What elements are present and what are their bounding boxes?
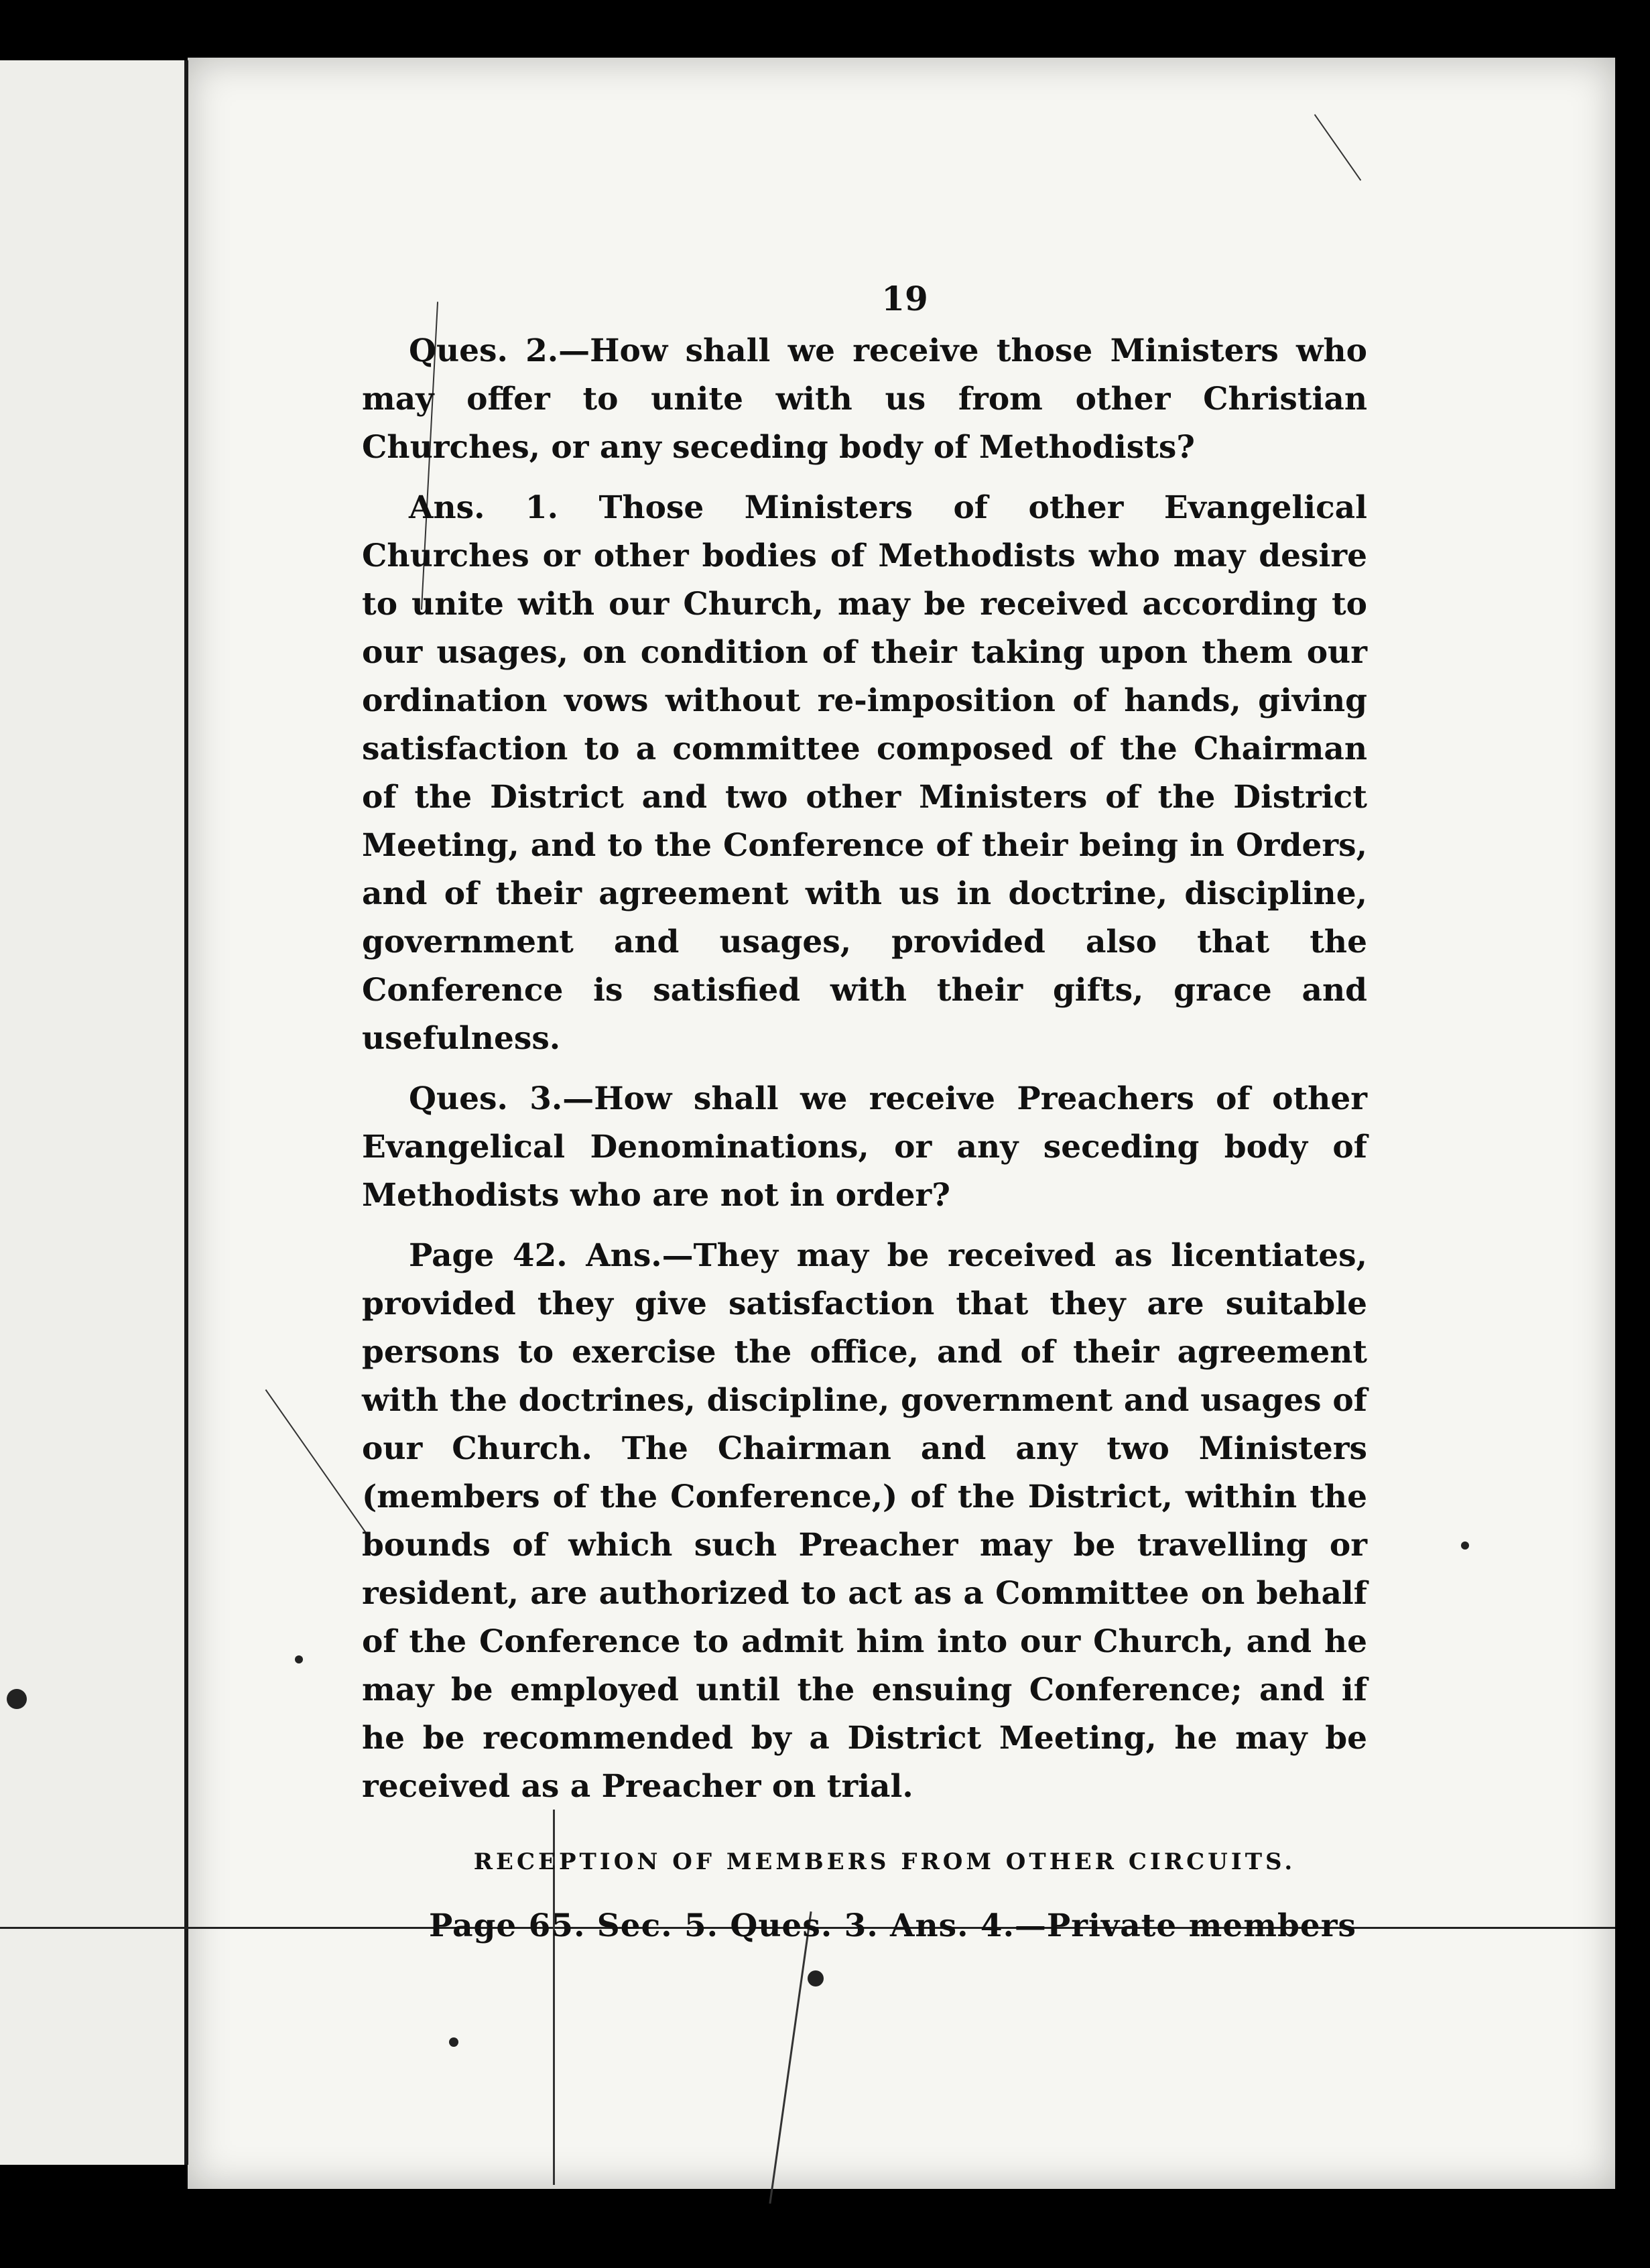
ink-speck xyxy=(295,1655,303,1663)
question-3: Ques. 3.—How shall we receive Preachers of other Evangelical Denominations, or any seceding body of Methodists who are not in order? xyxy=(362,1080,1367,1214)
facing-page-edge xyxy=(0,60,194,2165)
page-gutter xyxy=(184,60,188,2165)
ink-speck xyxy=(1461,1541,1469,1550)
section-heading: RECEPTION OF MEMBERS FROM OTHER CIRCUITS. xyxy=(473,1848,1296,1875)
question-2: Ques. 2.—How shall we receive those Ministers who may offer to unite with us from other Christian Churches, or any seceding body of Methodists? xyxy=(362,332,1367,466)
page-text xyxy=(362,275,1367,1950)
ink-speck xyxy=(449,2037,458,2047)
page-number: 19 xyxy=(881,279,928,318)
final-line: Page 65. Sec. 5. Ques. 3. Ans. 4.—Private members xyxy=(429,1907,1356,1944)
ink-speck xyxy=(7,1689,27,1709)
ink-speck xyxy=(808,1970,824,1987)
answer-page-42: Page 42. Ans.—They may be received as licentiates, provided they give satisfaction that they are suitable persons to exercise the office, and of their agreement with the doctrines, discipline, government and usages of our Church. The Chairman and any two Ministers (members of the Conference,) of the District, within the bounds of which such Preacher may be travelling or resident, are authorized to act as a Committee on behalf of the Conference to admit him into our Church, and he may be employed until the ensuing Conference; and if he be recommended by a District Meeting, he may be received as a Preacher on trial. xyxy=(362,1237,1367,1805)
answer-1: Ans. 1. Those Ministers of other Evangelical Churches or other bodies of Methodists who may desire to unite with our Church, may be received according to our usages, on condition of their taking upon them our ordination vows without re-imposition of hands, giving satisfaction to a committee composed of the Chairman of the District and two other Ministers of the District Meeting, and to the Conference of their being in Orders, and of their agreement with us in doctrine, discipline, government and usages, provided also that the Conference is satisfied with their gifts, grace and usefulness. xyxy=(362,489,1367,1057)
